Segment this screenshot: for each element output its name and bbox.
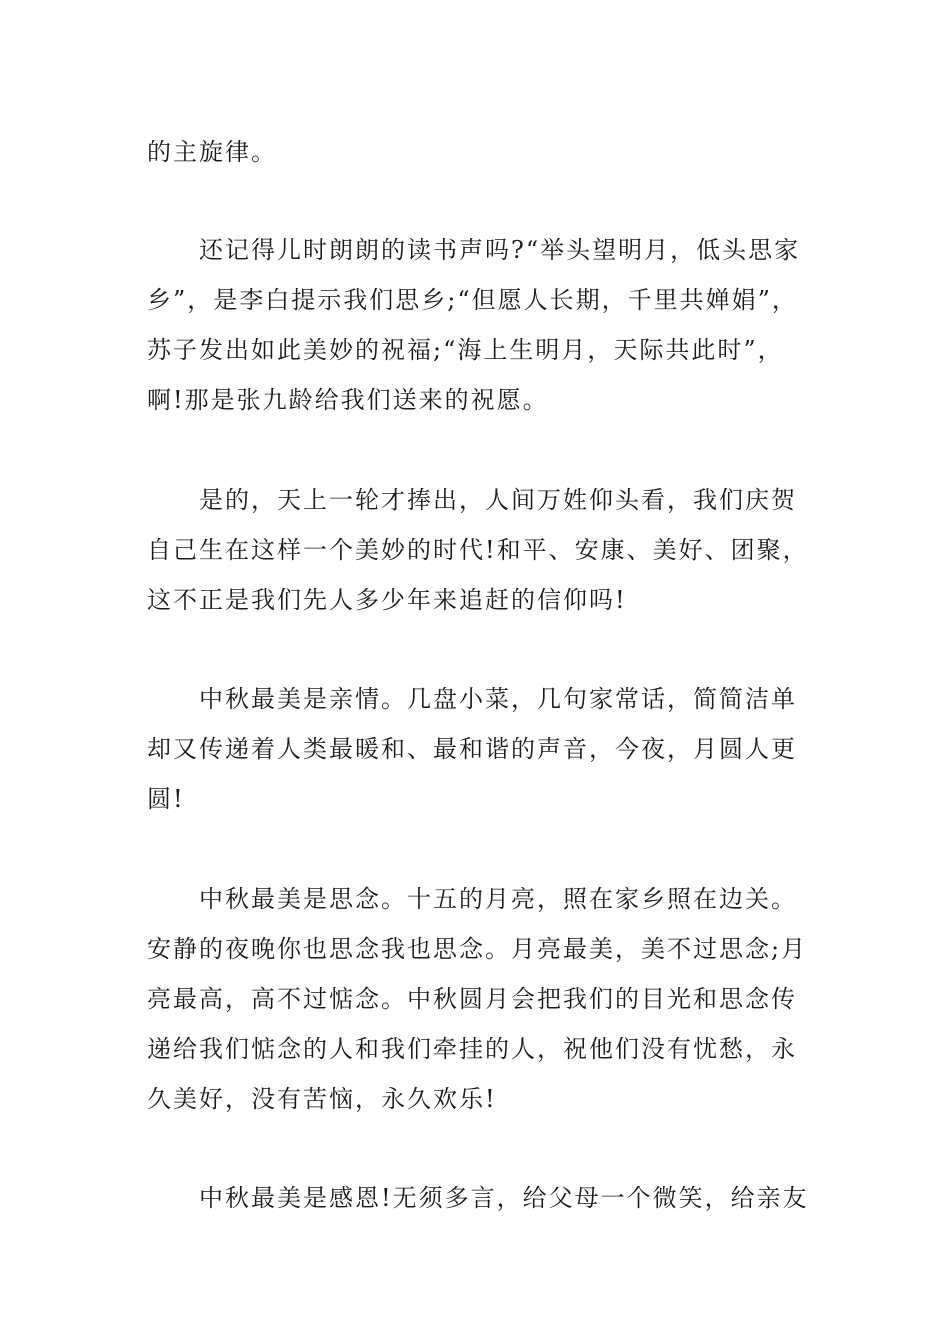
text-line: 自己生在这样一个美妙的时代!和平、安康、美好、团聚， (147, 536, 809, 564)
text-line: 的主旋律。 (147, 138, 277, 166)
text-line: 圆! (147, 785, 185, 813)
text-line: 久美好，没有苦恼，永久欢乐! (147, 1085, 497, 1113)
text-line: 安静的夜晚你也思念我也思念。月亮最美，美不过思念;月 (147, 935, 808, 963)
text-line: 中秋最美是亲情。几盘小菜，几句家常话，简简洁单 (199, 685, 797, 713)
text-line: 却又传递着人类最暖和、最和谐的声音，今夜，月圆人更 (147, 735, 797, 763)
text-line: 啊!那是张九龄给我们送来的祝愿。 (147, 386, 549, 414)
text-line: 还记得儿时朗朗的读书声吗?“举头望明月，低头思家 (199, 236, 801, 264)
text-line: 中秋最美是思念。十五的月亮，照在家乡照在边关。 (199, 885, 797, 913)
text-line: 递给我们惦念的人和我们牵挂的人，祝他们没有忧愁，永 (147, 1035, 797, 1063)
text-line: 是的，天上一轮才捧出，人间万姓仰头看，我们庆贺 (199, 486, 797, 514)
text-line: 乡”，是李白提示我们思乡;“但愿人长期，千里共婵娟”， (147, 286, 798, 314)
text-line: 中秋最美是感恩!无须多言，给父母一个微笑，给亲友 (199, 1184, 809, 1212)
text-line: 亮最高，高不过惦念。中秋圆月会把我们的目光和思念传 (147, 985, 797, 1013)
text-line: 苏子发出如此美妙的祝福;“海上生明月，天际共此时”， (147, 336, 784, 364)
text-line: 这不正是我们先人多少年来追赶的信仰吗! (147, 586, 627, 614)
